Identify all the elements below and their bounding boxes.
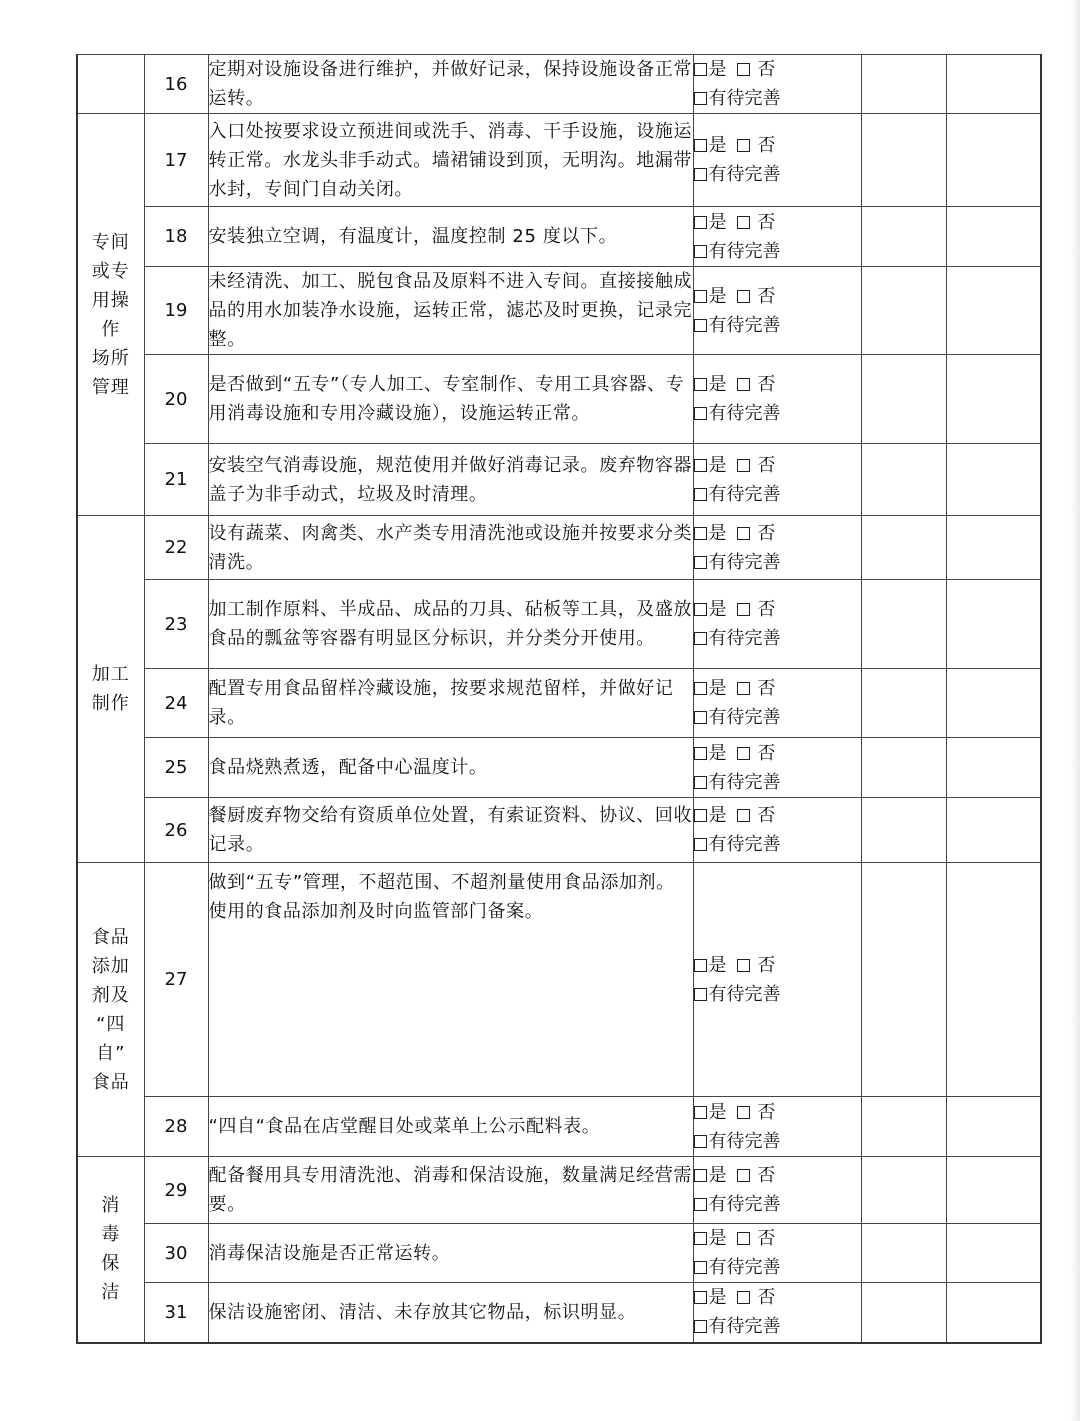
yes-checkbox[interactable] [694, 1169, 707, 1182]
yes-checkbox[interactable] [694, 1232, 707, 1245]
option-cell [693, 863, 861, 1097]
item-description: 入口处按要求设立预进间或洗手、消毒、干手设施，设施运转正常。水龙头非手动式。墙裙铺设到顶，无明沟。地漏带水封，专间门自动关闭。 [208, 114, 693, 207]
no-checkbox[interactable] [737, 1232, 750, 1245]
item-number: 21 [144, 444, 208, 516]
item-number: 31 [144, 1283, 208, 1343]
yes-label: 是 [708, 285, 727, 307]
yes-label: 是 [708, 59, 727, 80]
table-row [77, 55, 1041, 114]
no-label: 否 [757, 59, 776, 80]
no-label: 否 [757, 522, 776, 544]
item-number: 19 [144, 267, 208, 355]
yes-label: 是 [708, 1228, 727, 1249]
category-label: 加工 制作 [91, 664, 130, 714]
yes-checkbox[interactable] [694, 378, 707, 391]
pending-label: 有待完善 [708, 983, 781, 1005]
item-description: 安装独立空调，有温度计，温度控制 25 度以下。 [208, 207, 693, 267]
pending-label: 有待完善 [708, 403, 781, 424]
table-row [77, 669, 1041, 738]
item-description: 是否做到“五专”（专人加工、专室制作、专用工具容器、专用消毒设施和专用冷藏设施），设施运转正常。 [208, 355, 693, 444]
category-label: 食品 添加 剂及 “四 自” 食品 [91, 926, 130, 1093]
page-edge-shadow [1070, 0, 1080, 1421]
yes-checkbox[interactable] [694, 459, 707, 472]
yes-label: 是 [708, 522, 727, 544]
pending-checkbox[interactable] [694, 488, 707, 501]
option-cell [693, 55, 861, 114]
pending-checkbox[interactable] [694, 711, 707, 724]
no-checkbox[interactable] [737, 459, 750, 472]
pending-label: 有待完善 [708, 551, 781, 573]
no-checkbox[interactable] [737, 527, 750, 540]
pending-checkbox[interactable] [694, 838, 707, 851]
item-description: 加工制作原料、半成品、成品的刀具、砧板等工具，及盛放食品的瓢盆等容器有明显区分标识，并分类分开使用。 [208, 580, 693, 669]
yes-checkbox[interactable] [694, 216, 707, 229]
pending-checkbox[interactable] [694, 1135, 707, 1148]
category-cell [77, 1157, 144, 1343]
no-checkbox[interactable] [737, 63, 750, 76]
table-row [77, 267, 1041, 355]
table-row [77, 114, 1041, 207]
blank-cell[interactable] [861, 1157, 946, 1224]
pending-checkbox[interactable] [694, 168, 707, 181]
item-number: 25 [144, 738, 208, 798]
yes-label: 是 [708, 599, 727, 620]
item-number: 18 [144, 207, 208, 267]
item-number: 22 [144, 516, 208, 580]
option-cell [693, 1157, 861, 1224]
table-row [77, 580, 1041, 669]
item-number: 16 [144, 55, 208, 114]
no-label: 否 [757, 805, 776, 826]
pending-label: 有待完善 [708, 240, 781, 262]
yes-label: 是 [708, 211, 727, 233]
yes-checkbox[interactable] [694, 747, 707, 760]
no-checkbox[interactable] [737, 959, 750, 972]
item-description: 配备餐用具专用清洗池、消毒和保洁设施，数量满足经营需要。 [208, 1157, 693, 1224]
blank-cell[interactable] [861, 863, 946, 1097]
no-checkbox[interactable] [737, 216, 750, 229]
category-cell [77, 114, 144, 516]
yes-label: 是 [708, 742, 727, 764]
pending-label: 有待完善 [708, 771, 781, 793]
pending-label: 有待完善 [708, 1194, 781, 1215]
blank-cell[interactable] [861, 207, 946, 267]
blank-cell[interactable] [946, 1157, 1041, 1224]
blank-cell[interactable] [861, 267, 946, 355]
option-cell [693, 1283, 861, 1343]
option-cell [693, 444, 861, 516]
yes-checkbox[interactable] [694, 63, 707, 76]
table-row [77, 863, 1041, 1097]
item-number: 29 [144, 1157, 208, 1224]
no-label: 否 [757, 211, 776, 233]
inspection-table [76, 54, 1042, 1344]
yes-label: 是 [708, 954, 727, 976]
option-cell [693, 207, 861, 267]
category-cell [77, 863, 144, 1157]
category-label: 专间 或专 用操 作 场所 管理 [91, 231, 130, 398]
option-cell [693, 798, 861, 863]
table-row [77, 207, 1041, 267]
yes-checkbox[interactable] [694, 682, 707, 695]
blank-cell[interactable] [946, 355, 1041, 444]
no-label: 否 [757, 599, 776, 620]
table-row [77, 444, 1041, 516]
table-row [77, 355, 1041, 444]
pending-checkbox[interactable] [694, 319, 707, 332]
no-label: 否 [757, 1228, 776, 1249]
yes-checkbox[interactable] [694, 139, 707, 152]
table-row [77, 1224, 1041, 1283]
no-label: 否 [757, 678, 776, 699]
blank-cell[interactable] [946, 516, 1041, 580]
item-description: 配置专用食品留样冷藏设施，按要求规范留样，并做好记录。 [208, 669, 693, 738]
option-cell [693, 1224, 861, 1283]
no-label: 否 [757, 135, 776, 156]
item-description: 安装空气消毒设施，规范使用并做好消毒记录。废弃物容器盖子为非手动式，垃圾及时清理。 [208, 444, 693, 516]
option-cell [693, 516, 861, 580]
blank-cell[interactable] [946, 580, 1041, 669]
yes-checkbox[interactable] [694, 527, 707, 540]
pending-checkbox[interactable] [694, 1198, 707, 1211]
blank-cell[interactable] [946, 207, 1041, 267]
blank-cell[interactable] [946, 267, 1041, 355]
blank-cell[interactable] [861, 669, 946, 738]
category-cell-continued [77, 55, 144, 114]
pending-checkbox[interactable] [694, 1320, 707, 1333]
pending-label: 有待完善 [708, 1316, 781, 1338]
item-description: “四自“食品在店堂醒目处或菜单上公示配料表。 [208, 1097, 693, 1157]
no-label: 否 [757, 454, 776, 476]
pending-checkbox[interactable] [694, 245, 707, 258]
blank-cell[interactable] [946, 1283, 1041, 1343]
blank-cell[interactable] [946, 1224, 1041, 1283]
pending-checkbox[interactable] [694, 407, 707, 420]
pending-label: 有待完善 [708, 88, 781, 109]
yes-checkbox[interactable] [694, 809, 707, 822]
yes-label: 是 [708, 454, 727, 476]
yes-checkbox[interactable] [694, 959, 707, 972]
blank-cell[interactable] [946, 114, 1041, 207]
item-description: 未经清洗、加工、脱包食品及原料不进入专间。直接接触成品的用水加装净水设施，运转正常，滤芯及时更换，记录完整。 [208, 267, 693, 355]
yes-label: 是 [708, 1101, 727, 1123]
pending-label: 有待完善 [708, 164, 781, 185]
option-cell [693, 114, 861, 207]
blank-cell[interactable] [861, 55, 946, 114]
yes-label: 是 [708, 805, 727, 826]
blank-cell[interactable] [946, 738, 1041, 798]
item-number: 27 [144, 863, 208, 1097]
item-description: 定期对设施设备进行维护，并做好记录，保持设施设备正常运转。 [208, 55, 693, 114]
no-checkbox[interactable] [737, 290, 750, 303]
blank-cell[interactable] [861, 1097, 946, 1157]
pending-checkbox[interactable] [694, 92, 707, 105]
pending-checkbox[interactable] [694, 1261, 707, 1274]
option-cell [693, 355, 861, 444]
pending-checkbox[interactable] [694, 632, 707, 645]
blank-cell[interactable] [861, 516, 946, 580]
table-row [77, 738, 1041, 798]
item-number: 24 [144, 669, 208, 738]
blank-cell[interactable] [861, 355, 946, 444]
item-number: 23 [144, 580, 208, 669]
pending-label: 有待完善 [708, 1257, 781, 1278]
item-number: 17 [144, 114, 208, 207]
category-label: 消 毒 保 洁 [101, 1195, 121, 1304]
blank-cell[interactable] [946, 669, 1041, 738]
yes-checkbox[interactable] [694, 290, 707, 303]
pending-label: 有待完善 [708, 483, 781, 505]
category-cell [77, 516, 144, 863]
yes-label: 是 [708, 135, 727, 156]
yes-label: 是 [708, 374, 727, 395]
blank-cell[interactable] [861, 114, 946, 207]
pending-label: 有待完善 [708, 707, 781, 728]
no-label: 否 [757, 742, 776, 764]
yes-checkbox[interactable] [694, 1291, 707, 1304]
option-cell [693, 669, 861, 738]
option-cell [693, 738, 861, 798]
yes-label: 是 [708, 678, 727, 699]
no-label: 否 [757, 374, 776, 395]
pending-checkbox[interactable] [694, 776, 707, 789]
yes-checkbox[interactable] [694, 1106, 707, 1119]
blank-cell[interactable] [861, 580, 946, 669]
blank-cell[interactable] [861, 444, 946, 516]
blank-cell[interactable] [946, 863, 1041, 1097]
table-row [77, 1097, 1041, 1157]
item-number: 20 [144, 355, 208, 444]
blank-cell[interactable] [861, 738, 946, 798]
item-description: 消毒保洁设施是否正常运转。 [208, 1224, 693, 1283]
no-checkbox[interactable] [737, 603, 750, 616]
no-checkbox[interactable] [737, 1291, 750, 1304]
yes-checkbox[interactable] [694, 603, 707, 616]
no-checkbox[interactable] [737, 139, 750, 152]
pending-label: 有待完善 [708, 628, 781, 649]
blank-cell[interactable] [861, 1224, 946, 1283]
no-label: 否 [757, 1165, 776, 1186]
option-cell [693, 580, 861, 669]
yes-label: 是 [708, 1287, 727, 1309]
no-checkbox[interactable] [737, 1169, 750, 1182]
no-checkbox[interactable] [737, 378, 750, 391]
table-row [77, 1283, 1041, 1343]
option-cell [693, 1097, 861, 1157]
item-number: 28 [144, 1097, 208, 1157]
blank-cell[interactable] [946, 444, 1041, 516]
table-row [77, 798, 1041, 863]
pending-label: 有待完善 [708, 314, 781, 336]
item-number: 30 [144, 1224, 208, 1283]
item-description: 保洁设施密闭、清洁、未存放其它物品，标识明显。 [208, 1283, 693, 1343]
pending-checkbox[interactable] [694, 988, 707, 1001]
no-label: 否 [757, 285, 776, 307]
blank-cell[interactable] [861, 1283, 946, 1343]
blank-cell[interactable] [946, 1097, 1041, 1157]
item-number: 26 [144, 798, 208, 863]
no-label: 否 [757, 954, 776, 976]
blank-cell[interactable] [946, 798, 1041, 863]
no-label: 否 [757, 1287, 776, 1309]
no-checkbox[interactable] [737, 1106, 750, 1119]
no-checkbox[interactable] [737, 809, 750, 822]
blank-cell[interactable] [861, 798, 946, 863]
pending-checkbox[interactable] [694, 556, 707, 569]
option-cell [693, 267, 861, 355]
item-description: 食品烧熟煮透，配备中心温度计。 [208, 738, 693, 798]
item-description: 设有蔬菜、肉禽类、水产类专用清洗池或设施并按要求分类清洗。 [208, 516, 693, 580]
yes-label: 是 [708, 1165, 727, 1186]
no-checkbox[interactable] [737, 747, 750, 760]
pending-label: 有待完善 [708, 834, 781, 855]
pending-label: 有待完善 [708, 1130, 781, 1152]
no-checkbox[interactable] [737, 682, 750, 695]
table-row [77, 516, 1041, 580]
table-row [77, 1157, 1041, 1224]
item-description: 餐厨废弃物交给有资质单位处置，有索证资料、协议、回收记录。 [208, 798, 693, 863]
no-label: 否 [757, 1101, 776, 1123]
item-description: 做到“五专”管理，不超范围、不超剂量使用食品添加剂。使用的食品添加剂及时向监管部门备案。 [208, 863, 693, 1097]
blank-cell[interactable] [946, 55, 1041, 114]
